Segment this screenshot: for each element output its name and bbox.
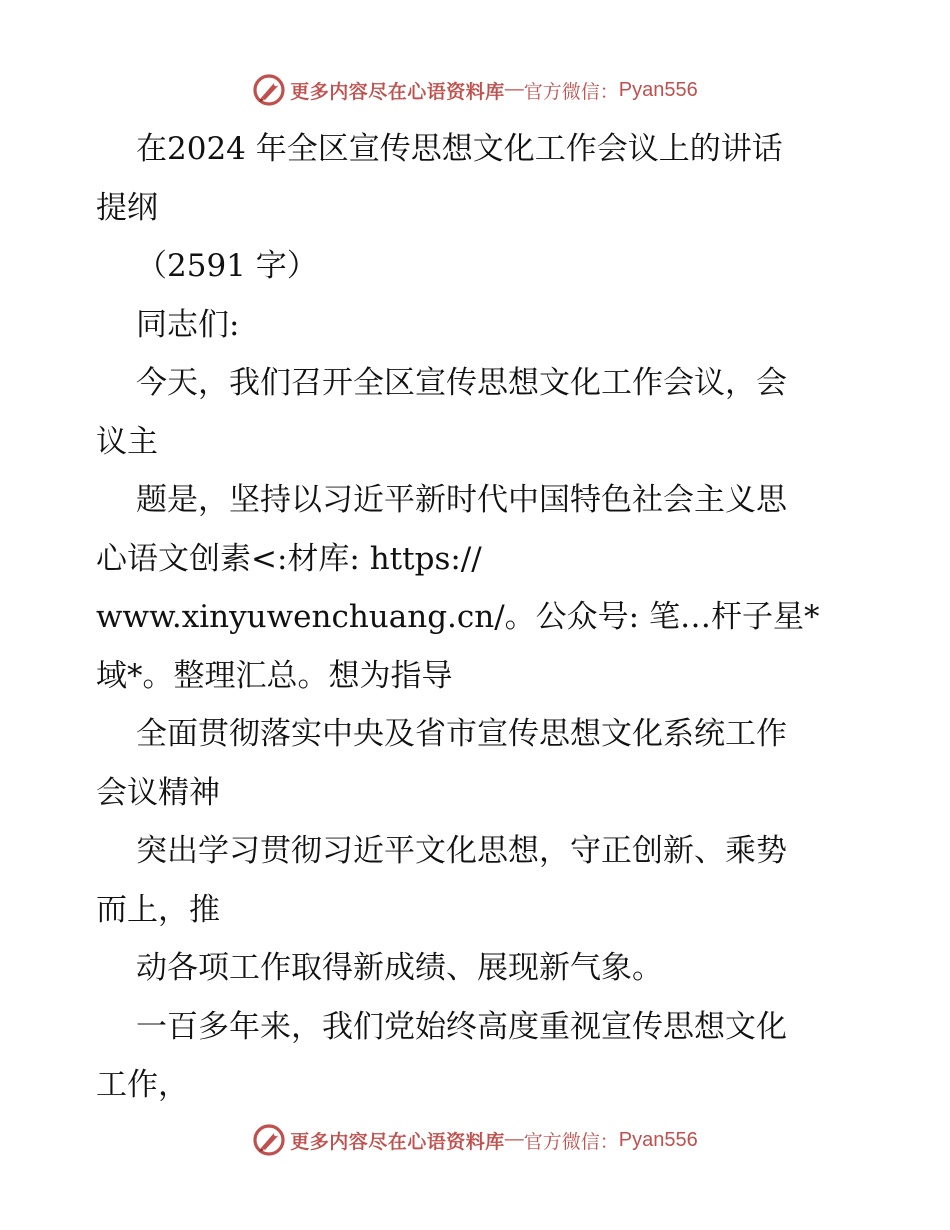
banner-wechat-label: 官方微信： bbox=[523, 1130, 619, 1153]
word-count: （2591 字） bbox=[136, 248, 318, 284]
paragraph-line: www.xinyuwenchuang.cn/。公众号: 笔…杆子星* bbox=[96, 599, 820, 635]
paragraph-line: 而上，推 bbox=[96, 891, 220, 928]
banner-dash: — bbox=[504, 79, 524, 100]
salutation: 同志们: bbox=[136, 306, 240, 343]
paragraph-line: 心语文创素<:材库: https:// bbox=[96, 540, 482, 577]
banner-wechat-label: 官方微信： bbox=[523, 80, 619, 103]
brush-pen-logo-icon bbox=[252, 73, 286, 107]
banner-brand-text: 更多内容尽在心语资料库 bbox=[290, 1130, 505, 1153]
banner-brand-text: 更多内容尽在心语资料库 bbox=[290, 80, 505, 103]
paragraph-line: 今天，我们召开全区宣传思想文化工作会议，会 bbox=[136, 365, 787, 401]
paragraph-line: 议主 bbox=[96, 423, 158, 460]
paragraph-line: 域*。整理汇总。想为指导 bbox=[96, 657, 453, 694]
brush-pen-logo-icon bbox=[252, 1123, 286, 1157]
paragraph-line: 一百多年来，我们党始终高度重视宣传思想文化 bbox=[136, 1008, 787, 1045]
paragraph-line: 全面贯彻落实中央及省市宣传思想文化系统工作 bbox=[136, 716, 787, 752]
paragraph-line: 会议精神 bbox=[96, 774, 220, 811]
paragraph-line: 工作， bbox=[96, 1067, 189, 1103]
banner-wechat-id: Pyan556 bbox=[618, 1128, 698, 1151]
paragraph-line: 题是，坚持以习近平新时代中国特色社会主义思 bbox=[136, 482, 787, 518]
document-title-line-1: 在2024 年全区宣传思想文化工作会议上的讲话 bbox=[136, 131, 783, 167]
paragraph-line: 动各项工作取得新成绩、展现新气象。 bbox=[136, 950, 663, 986]
header-watermark-banner bbox=[0, 70, 950, 110]
document-title-line-2: 提纲 bbox=[96, 189, 158, 226]
footer-watermark-banner bbox=[0, 1120, 950, 1160]
paragraph-line: 突出学习贯彻习近平文化思想，守正创新、乘势 bbox=[136, 833, 787, 869]
banner-wechat-id: Pyan556 bbox=[618, 78, 698, 101]
document-body bbox=[96, 120, 866, 1115]
banner-dash: — bbox=[504, 1129, 524, 1150]
